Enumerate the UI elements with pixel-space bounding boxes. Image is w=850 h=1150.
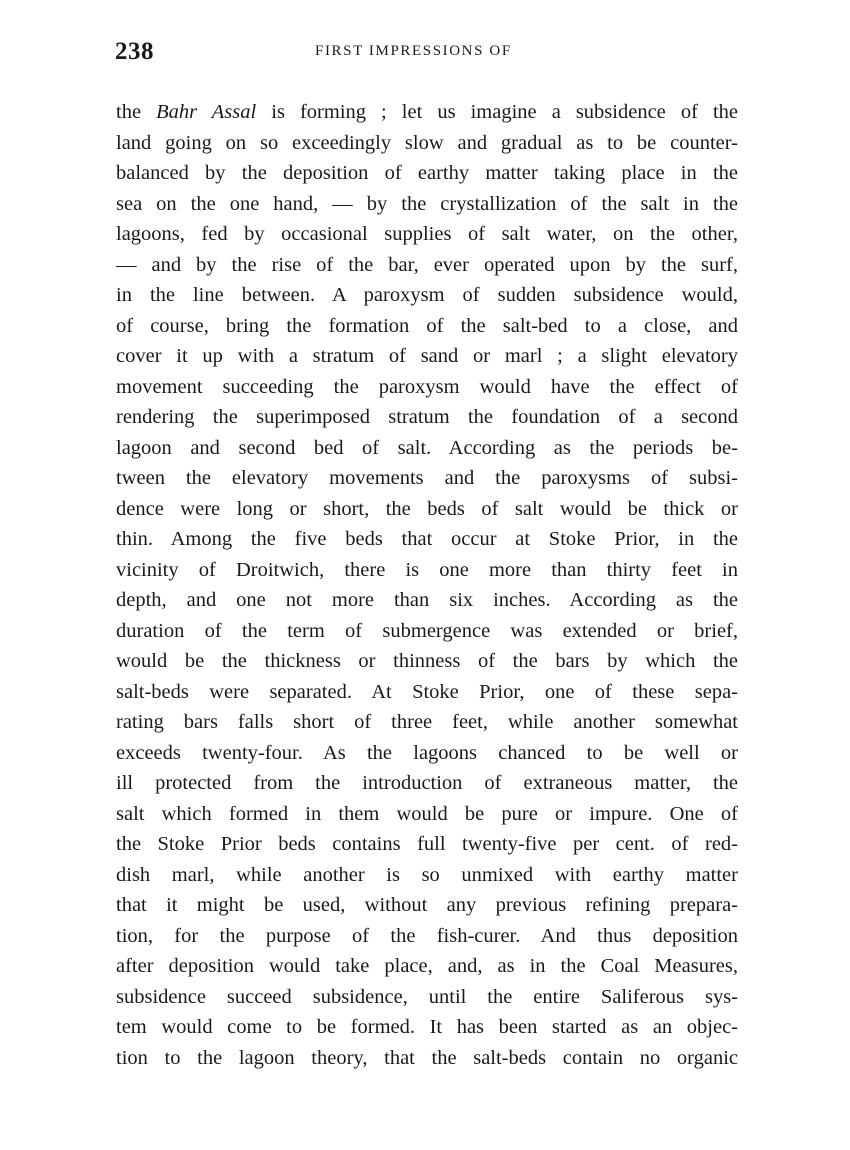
text-line: thin. Among the five beds that occur at Stoke Prior, in the [116, 528, 738, 550]
text-line: tween the elevatory movements and the paroxysms of subsi- [116, 467, 738, 489]
text-line: sea on the one hand, — by the crystallization of the salt in the [116, 192, 738, 215]
page-header [115, 38, 735, 68]
text-line: rating bars falls short of three feet, while another somewhat [116, 711, 738, 733]
running-head: FIRST IMPRESSIONS OF [315, 43, 512, 59]
text-line: salt which formed in them would be pure or impure. One of [116, 802, 738, 825]
text-line: tion to the lagoon theory, that the salt-beds contain no organic [116, 1046, 738, 1069]
text-line: rendering the superimposed stratum the foundation of a second [116, 406, 738, 428]
italic-place-name: Bahr Assal [156, 101, 257, 123]
text-line: would be the thickness or thinness of the bars by which the [116, 650, 738, 672]
text-line: land going on so exceedingly slow and gradual as to be counter- [116, 131, 738, 154]
text-line: tion, for the purpose of the fish-curer. And thus deposition [116, 924, 738, 947]
text-line: ill protected from the introduction of extraneous matter, the [116, 772, 738, 794]
text-line: dish marl, while another is so unmixed with earthy matter [116, 863, 738, 886]
text-line: depth, and one not more than six inches. According as the [116, 589, 738, 611]
text-fragment: the [116, 101, 157, 123]
text-line: subsidence succeed subsidence, until the entire Saliferous sys- [116, 985, 738, 1008]
text-fragment: is forming ; let us imagine a subsidence of the [256, 101, 738, 123]
text-line: balanced by the deposition of earthy matter taking place in the [116, 162, 738, 184]
text-line: that it might be used, without any previous refining prepara- [116, 894, 738, 916]
text-line: after deposition would take place, and, as in the Coal Measures, [116, 955, 738, 977]
text-line: duration of the term of submergence was extended or brief, [116, 619, 738, 642]
text-line: movement succeeding the paroxysm would have the effect of [116, 375, 738, 398]
text-line: lagoons, fed by occasional supplies of salt water, on the other, [116, 223, 738, 245]
page-number: 238 [115, 38, 154, 65]
text-line: exceeds twenty-four. As the lagoons chanced to be well or [116, 741, 738, 764]
text-line: of course, bring the formation of the salt-bed to a close, and [116, 314, 738, 337]
text-line: lagoon and second bed of salt. According as the periods be- [116, 436, 738, 459]
text-line: cover it up with a stratum of sand or marl ; a slight elevatory [116, 345, 738, 367]
text-line [116, 97, 738, 128]
text-line: — and by the rise of the bar, ever operated upon by the surf, [116, 253, 738, 276]
text-line: the Stoke Prior beds contains full twenty-five per cent. of red- [116, 833, 738, 855]
text-line: dence were long or short, the beds of salt would be thick or [116, 497, 738, 520]
text-line: vicinity of Droitwich, there is one more than thirty feet in [116, 558, 738, 581]
body-text [116, 97, 738, 1073]
text-line: in the line between. A paroxysm of sudden subsidence would, [116, 284, 738, 306]
text-line: salt-beds were separated. At Stoke Prior, one of these sepa- [116, 680, 738, 703]
text-line: tem would come to be formed. It has been started as an objec- [116, 1016, 738, 1038]
